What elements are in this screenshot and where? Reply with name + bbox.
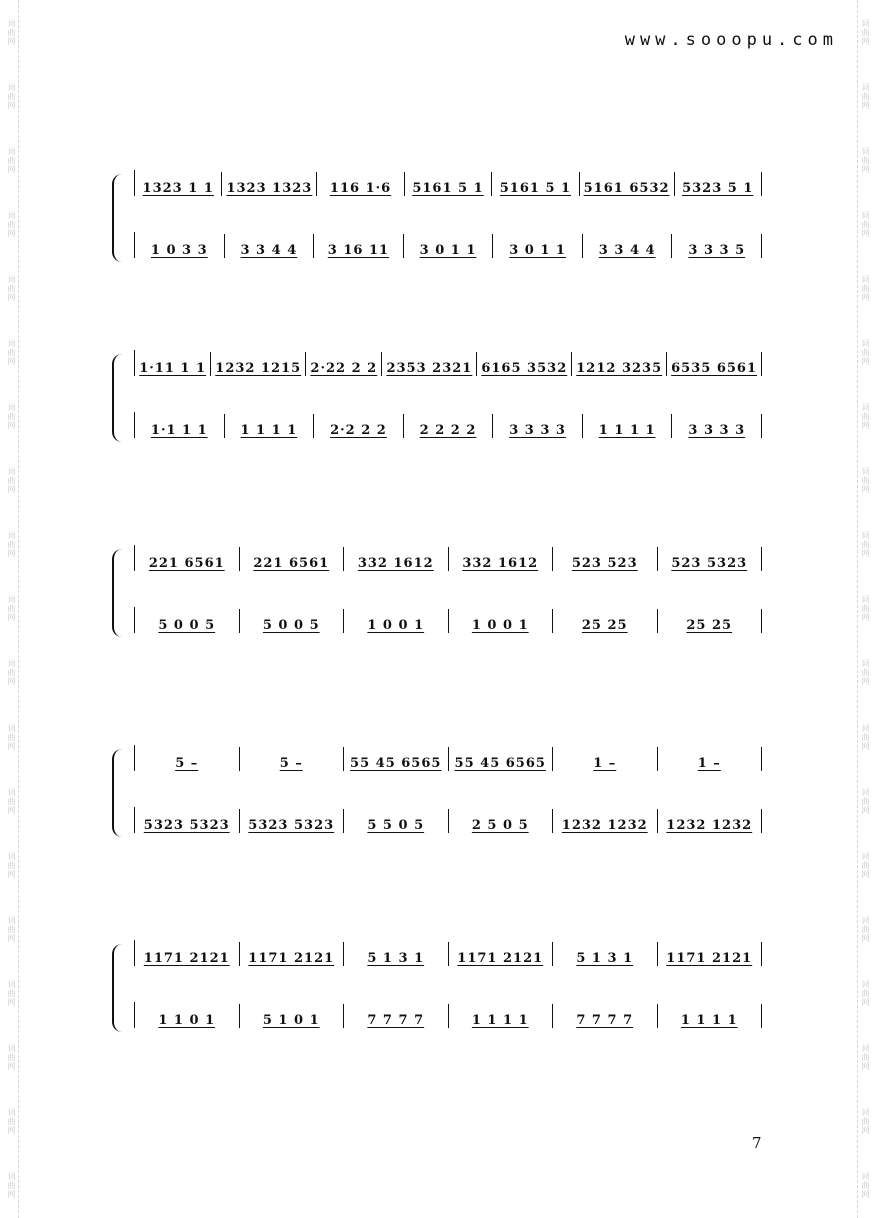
notation-group: 1 1 1 1 [680, 1013, 738, 1028]
watermark-mark: 词曲网 [7, 595, 16, 623]
lower-part-line [134, 607, 762, 633]
lower-part-line [134, 807, 762, 833]
notation-group: 5323 5 1 [682, 181, 754, 196]
watermark-mark: 词曲网 [861, 1108, 870, 1136]
measure [405, 172, 492, 196]
measure [314, 234, 404, 258]
notation-group: 221 6561 [253, 556, 330, 571]
measure [493, 414, 583, 438]
notation-group: 3 16 11 [327, 243, 390, 258]
watermark-mark: 词曲网 [861, 595, 870, 623]
measure [306, 352, 382, 376]
measure [240, 609, 345, 633]
measure [572, 352, 667, 376]
watermark-mark: 词曲网 [861, 82, 870, 110]
notation-group: 1·11 1 1 [139, 361, 207, 376]
notation-group: 116 1·6 [329, 181, 392, 196]
watermark-mark: 词曲网 [861, 659, 870, 687]
measure [240, 809, 345, 833]
measure [240, 547, 345, 571]
notation-group: 5161 6532 [583, 181, 670, 196]
notation-group: 5 – [175, 756, 199, 771]
measure [492, 172, 579, 196]
watermark-mark: 词曲网 [861, 18, 870, 46]
notation-group: 1232 1215 [215, 361, 302, 376]
notation-group: 5 – [279, 756, 303, 771]
notation-group: 2·2 2 2 [330, 423, 387, 438]
measure [222, 172, 317, 196]
watermark-mark: 词曲网 [7, 787, 16, 815]
notation-group: 3 3 3 3 [688, 423, 746, 438]
notation-group: 6165 3532 [481, 361, 568, 376]
system-brace [112, 174, 122, 262]
watermark-mark: 词曲网 [861, 274, 870, 302]
notation-group: 5 1 0 1 [262, 1013, 320, 1028]
notation-group: 1171 2121 [143, 951, 230, 966]
notation-group: 3 3 4 4 [598, 243, 656, 258]
measure [449, 609, 554, 633]
measure [553, 547, 658, 571]
left-watermark-column [4, 0, 19, 1218]
watermark-mark: 词曲网 [861, 467, 870, 495]
measure [672, 414, 762, 438]
notation-group: 3 3 3 5 [688, 243, 746, 258]
measure [449, 942, 554, 966]
watermark-mark: 词曲网 [7, 146, 16, 174]
measure [658, 609, 763, 633]
notation-group: 1 – [697, 756, 721, 771]
measure [580, 172, 675, 196]
measure [382, 352, 477, 376]
watermark-mark: 词曲网 [861, 723, 870, 751]
notation-group: 221 6561 [148, 556, 225, 571]
notation-group: 2·22 2 2 [310, 361, 378, 376]
notation-group: 332 1612 [357, 556, 434, 571]
measure [135, 234, 225, 258]
upper-part-line [134, 545, 762, 571]
notation-group: 6535 6561 [671, 361, 758, 376]
measure [493, 234, 583, 258]
notation-group: 1171 2121 [666, 951, 753, 966]
notation-group: 1 1 1 1 [240, 423, 298, 438]
watermark-mark: 词曲网 [861, 915, 870, 943]
notation-group: 5323 5323 [143, 818, 230, 833]
measure [135, 172, 222, 196]
notation-group: 5 5 0 5 [367, 818, 425, 833]
notation-group: 1232 1232 [666, 818, 753, 833]
notation-group: 1171 2121 [457, 951, 544, 966]
watermark-mark: 词曲网 [861, 210, 870, 238]
notation-group: 3 3 3 3 [509, 423, 566, 438]
measure [583, 234, 673, 258]
measure [135, 547, 240, 571]
measure [449, 1004, 554, 1028]
notation-group: 25 25 [686, 618, 733, 633]
watermark-mark: 词曲网 [7, 659, 16, 687]
watermark-mark: 词曲网 [7, 82, 16, 110]
watermark-mark: 词曲网 [861, 1172, 870, 1200]
measure [658, 809, 763, 833]
measure [477, 352, 572, 376]
notation-group: 5 0 0 5 [262, 618, 320, 633]
measure [658, 942, 763, 966]
notation-group: 523 5323 [671, 556, 748, 571]
measure [135, 747, 240, 771]
watermark-mark: 词曲网 [7, 1108, 16, 1136]
site-url: www.sooopu.com [624, 30, 838, 50]
notation-group: 1 1 1 1 [471, 1013, 529, 1028]
page-number: 7 [752, 1134, 762, 1152]
notation-group: 332 1612 [462, 556, 539, 571]
measure [449, 747, 554, 771]
watermark-mark: 词曲网 [7, 915, 16, 943]
notation-group: 523 523 [571, 556, 638, 571]
watermark-mark: 词曲网 [7, 467, 16, 495]
upper-part-line [134, 940, 762, 966]
measure [344, 809, 449, 833]
measure [225, 414, 315, 438]
watermark-mark: 词曲网 [861, 146, 870, 174]
right-watermark-column [857, 0, 872, 1218]
measure [667, 352, 762, 376]
notation-group: 7 7 7 7 [576, 1013, 634, 1028]
system-brace [112, 549, 122, 637]
watermark-mark: 词曲网 [861, 403, 870, 431]
watermark-mark: 词曲网 [7, 403, 16, 431]
measure [225, 234, 315, 258]
notation-group: 2 2 2 2 [419, 423, 477, 438]
notation-group: 5323 5323 [248, 818, 335, 833]
watermark-mark: 词曲网 [861, 1044, 870, 1072]
measure [675, 172, 762, 196]
watermark-mark: 词曲网 [861, 787, 870, 815]
measure [583, 414, 673, 438]
lower-part-line [134, 412, 762, 438]
measure [135, 1004, 240, 1028]
measure [344, 1004, 449, 1028]
notation-group: 5 0 0 5 [158, 618, 216, 633]
watermark-mark: 词曲网 [861, 531, 870, 559]
measure [135, 609, 240, 633]
system-brace [112, 944, 122, 1032]
watermark-mark: 词曲网 [7, 531, 16, 559]
notation-group: 5161 5 1 [499, 181, 572, 196]
watermark-mark: 词曲网 [861, 851, 870, 879]
measure [314, 414, 404, 438]
notation-group: 1 0 0 1 [367, 618, 425, 633]
measure [135, 809, 240, 833]
notation-group: 1 – [593, 756, 617, 771]
notation-group: 3 0 1 1 [419, 243, 477, 258]
measure [240, 942, 345, 966]
notation-group: 1 1 0 1 [158, 1013, 216, 1028]
upper-part-line [134, 170, 762, 196]
measure [404, 414, 494, 438]
notation-group: 3 3 4 4 [240, 243, 298, 258]
notation-group: 1 0 3 3 [150, 243, 208, 258]
watermark-mark: 词曲网 [7, 18, 16, 46]
notation-group: 2 5 0 5 [471, 818, 529, 833]
measure [344, 547, 449, 571]
watermark-mark: 词曲网 [7, 979, 16, 1007]
notation-group: 25 25 [581, 618, 628, 633]
lower-part-line [134, 1002, 762, 1028]
measure [449, 547, 554, 571]
measure [135, 414, 225, 438]
notation-group: 1323 1323 [226, 181, 313, 196]
watermark-mark: 词曲网 [7, 274, 16, 302]
measure [135, 942, 240, 966]
measure [344, 942, 449, 966]
notation-group: 5161 5 1 [412, 181, 484, 196]
notation-group: 55 45 6565 [350, 756, 442, 771]
measure [240, 1004, 345, 1028]
notation-group: 55 45 6565 [454, 756, 546, 771]
measure [404, 234, 494, 258]
measure [344, 747, 449, 771]
watermark-mark: 词曲网 [861, 979, 870, 1007]
watermark-mark: 词曲网 [7, 851, 16, 879]
watermark-mark: 词曲网 [7, 1172, 16, 1200]
notation-group: 1 0 0 1 [471, 618, 529, 633]
notation-group: 5 1 3 1 [367, 951, 425, 966]
measure [553, 942, 658, 966]
notation-group: 7 7 7 7 [367, 1013, 425, 1028]
measure [658, 547, 763, 571]
watermark-mark: 词曲网 [861, 339, 870, 367]
measure [240, 747, 345, 771]
system-brace [112, 749, 122, 837]
lower-part-line [134, 232, 762, 258]
watermark-mark: 词曲网 [7, 1044, 16, 1072]
notation-group: 1212 3235 [576, 361, 663, 376]
upper-part-line [134, 745, 762, 771]
measure [135, 352, 211, 376]
notation-group: 1·1 1 1 [150, 423, 208, 438]
measure [672, 234, 762, 258]
measure [553, 747, 658, 771]
notation-group: 3 0 1 1 [509, 243, 566, 258]
notation-group: 1 1 1 1 [598, 423, 656, 438]
watermark-mark: 词曲网 [7, 339, 16, 367]
notation-group: 2353 2321 [386, 361, 473, 376]
notation-group: 1171 2121 [248, 951, 335, 966]
upper-part-line [134, 350, 762, 376]
measure [658, 747, 763, 771]
notation-group: 5 1 3 1 [576, 951, 634, 966]
measure [658, 1004, 763, 1028]
measure [553, 1004, 658, 1028]
measure [449, 809, 554, 833]
measure [344, 609, 449, 633]
measure [553, 609, 658, 633]
watermark-mark: 词曲网 [7, 210, 16, 238]
measure [211, 352, 306, 376]
notation-group: 1232 1232 [561, 818, 648, 833]
measure [553, 809, 658, 833]
measure [317, 172, 404, 196]
system-brace [112, 354, 122, 442]
watermark-mark: 词曲网 [7, 723, 16, 751]
notation-group: 1323 1 1 [142, 181, 214, 196]
